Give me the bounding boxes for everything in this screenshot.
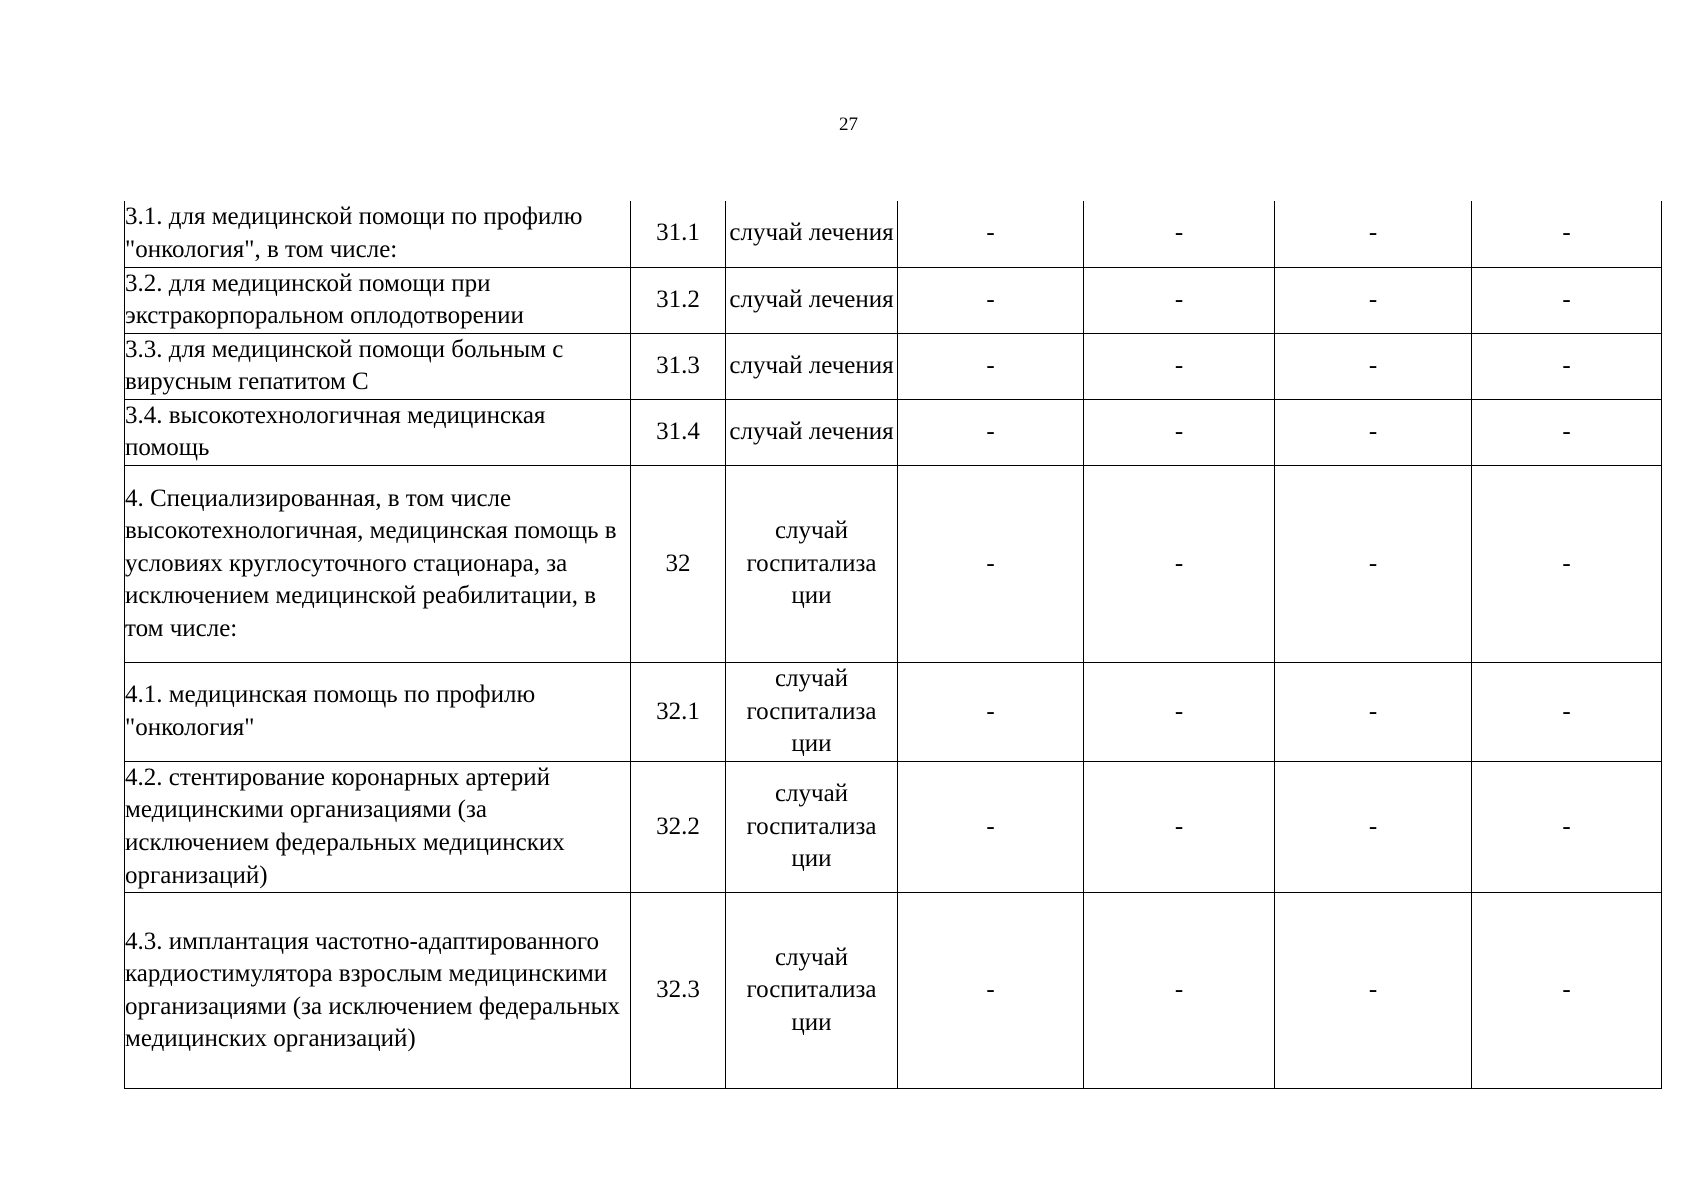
row-value-cell: -	[898, 399, 1084, 465]
page-number: 27	[839, 114, 858, 135]
table-row	[125, 399, 1662, 465]
row-value-cell: -	[898, 201, 1084, 267]
row-unit-cell: случай лечения	[726, 201, 898, 267]
row-value-cell: -	[1472, 761, 1662, 892]
row-value-cell: -	[1472, 267, 1662, 333]
row-unit-cell: случай госпитализа ции	[726, 466, 898, 663]
table-row	[125, 663, 1662, 762]
row-value-cell: -	[1472, 399, 1662, 465]
row-value-cell: -	[898, 761, 1084, 892]
row-value-cell: -	[1275, 333, 1472, 399]
data-table	[124, 201, 1662, 1089]
row-value-cell: -	[1472, 893, 1662, 1089]
row-value-cell: -	[1084, 201, 1275, 267]
row-value-cell: -	[1275, 893, 1472, 1089]
table-row	[125, 267, 1662, 333]
row-unit-cell: случай лечения	[726, 399, 898, 465]
row-name-cell: 3.2. для медицинской помощи при экстракорпоральном оплодотворении	[125, 267, 631, 333]
row-value-cell: -	[1472, 466, 1662, 663]
row-code-cell: 32.3	[631, 893, 726, 1089]
row-value-cell: -	[1275, 761, 1472, 892]
row-code-cell: 32	[631, 466, 726, 663]
row-value-cell: -	[898, 267, 1084, 333]
row-name-cell: 3.1. для медицинской помощи по профилю "онкология", в том числе:	[125, 201, 631, 267]
table-row	[125, 333, 1662, 399]
row-code-cell: 31.2	[631, 267, 726, 333]
row-name-cell: 3.3. для медицинской помощи больным с вирусным гепатитом С	[125, 333, 631, 399]
row-code-cell: 31.3	[631, 333, 726, 399]
row-unit-cell: случай госпитализа ции	[726, 663, 898, 762]
table-row	[125, 466, 1662, 663]
row-name-cell: 4. Специализированная, в том числе высокотехнологичная, медицинская помощь в условиях круглосуточного стационара, за исключением медицинской реабилитации, в том числе:	[125, 466, 631, 663]
table-row	[125, 201, 1662, 267]
row-value-cell: -	[1472, 333, 1662, 399]
row-unit-cell: случай лечения	[726, 267, 898, 333]
row-value-cell: -	[1275, 267, 1472, 333]
row-unit-cell: случай госпитализа ции	[726, 893, 898, 1089]
row-code-cell: 32.2	[631, 761, 726, 892]
row-code-cell: 32.1	[631, 663, 726, 762]
row-value-cell: -	[1084, 466, 1275, 663]
row-value-cell: -	[1275, 663, 1472, 762]
row-name-cell: 4.1. медицинская помощь по профилю "онкология"	[125, 663, 631, 762]
row-unit-cell: случай госпитализа ции	[726, 761, 898, 892]
row-code-cell: 31.1	[631, 201, 726, 267]
row-value-cell: -	[1472, 663, 1662, 762]
row-value-cell: -	[1084, 761, 1275, 892]
row-name-cell: 3.4. высокотехнологичная медицинская помощь	[125, 399, 631, 465]
row-value-cell: -	[898, 663, 1084, 762]
row-unit-cell: случай лечения	[726, 333, 898, 399]
row-value-cell: -	[1084, 267, 1275, 333]
row-value-cell: -	[1084, 663, 1275, 762]
row-value-cell: -	[898, 333, 1084, 399]
row-name-cell: 4.2. стентирование коронарных артерий медицинскими организациями (за исключением федеральных медицинских организаций)	[125, 761, 631, 892]
row-value-cell: -	[1084, 893, 1275, 1089]
row-code-cell: 31.4	[631, 399, 726, 465]
row-value-cell: -	[898, 893, 1084, 1089]
table-row	[125, 893, 1662, 1089]
row-value-cell: -	[1275, 466, 1472, 663]
table-row	[125, 761, 1662, 892]
row-value-cell: -	[1275, 399, 1472, 465]
row-value-cell: -	[1472, 201, 1662, 267]
row-value-cell: -	[1084, 333, 1275, 399]
row-value-cell: -	[898, 466, 1084, 663]
row-value-cell: -	[1275, 201, 1472, 267]
row-value-cell: -	[1084, 399, 1275, 465]
row-name-cell: 4.3. имплантация частотно-адаптированного кардиостимулятора взрослым медицинскими организациями (за исключением федеральных медицинских организаций)	[125, 893, 631, 1089]
